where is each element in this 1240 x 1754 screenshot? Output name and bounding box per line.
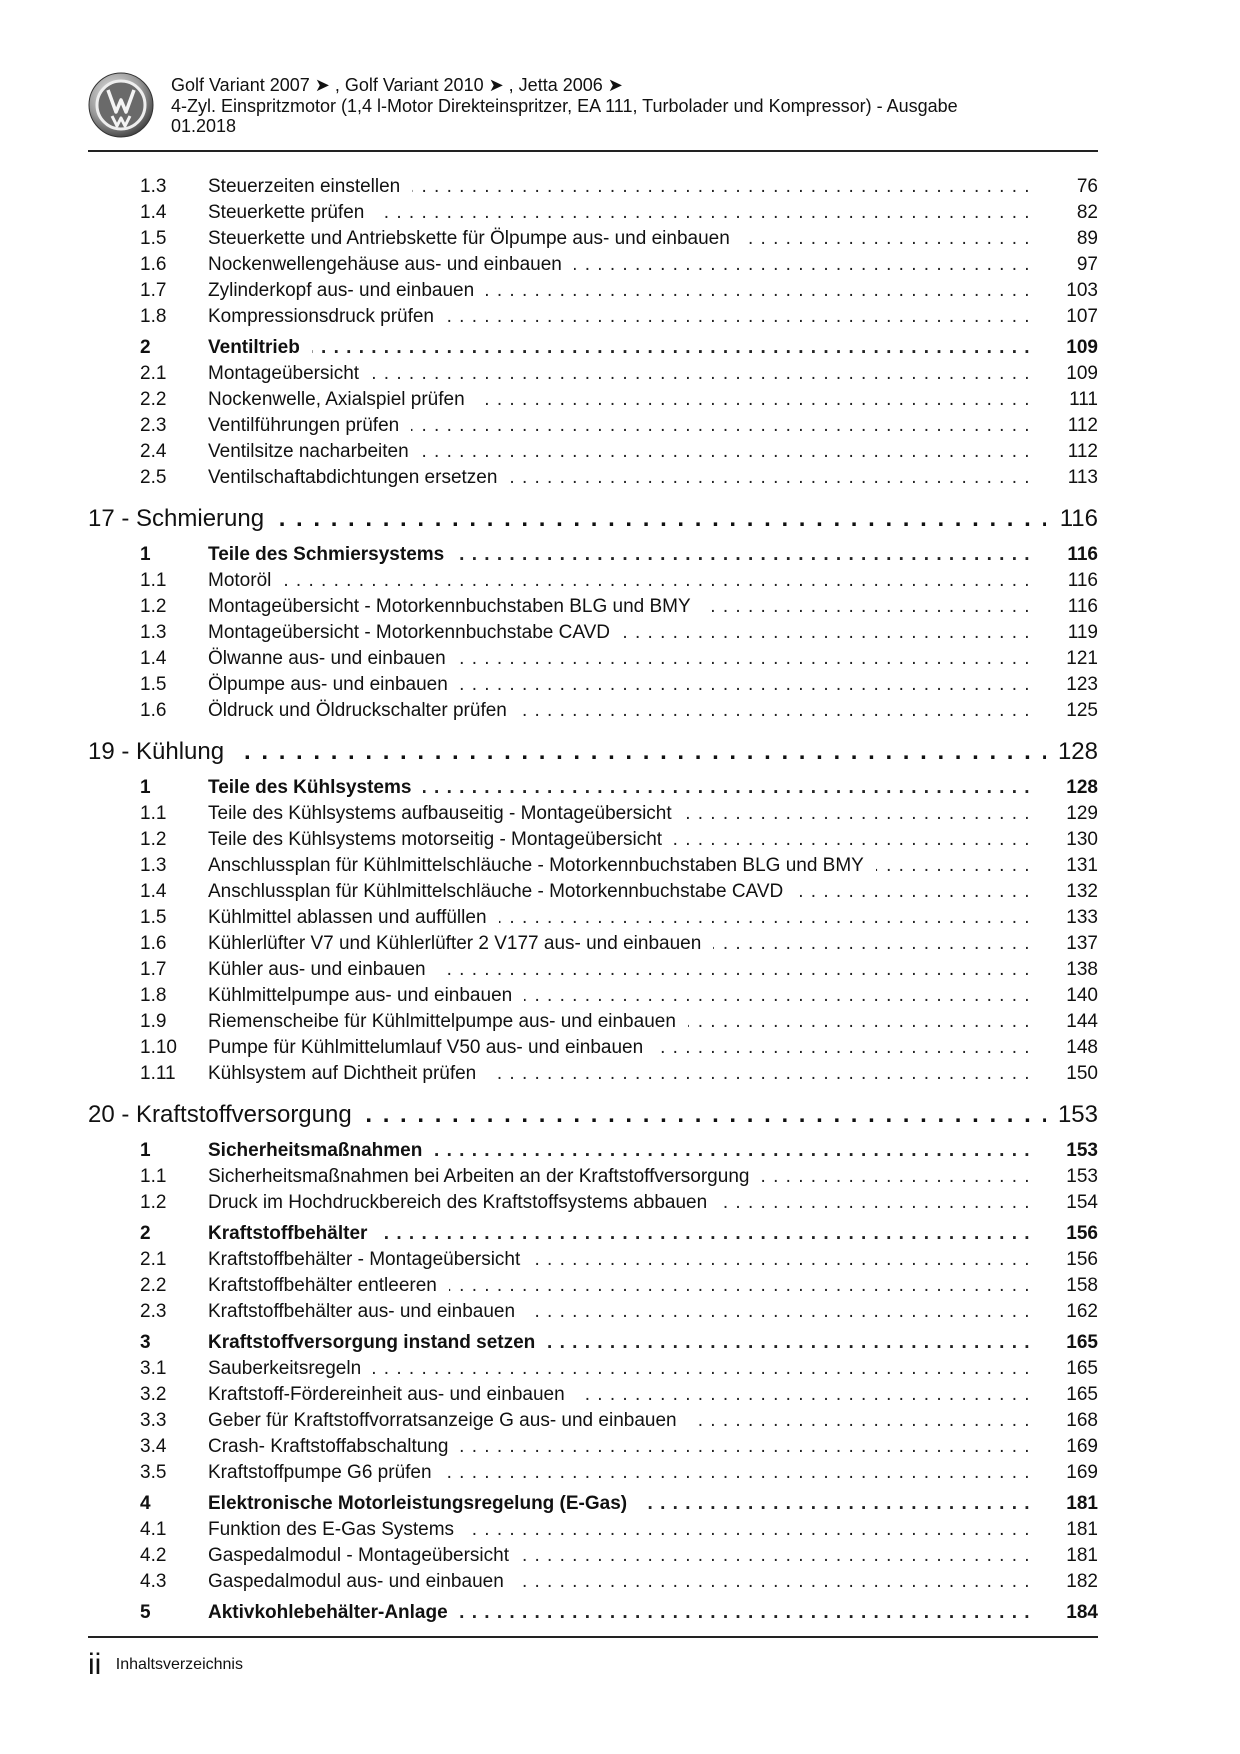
toc-number: 4 xyxy=(140,1493,151,1514)
toc-title: Anschlussplan für Kühlmittelschläuche - Motorkennbuchstabe CAVD xyxy=(208,881,795,902)
toc-chapter-title-wrap xyxy=(88,734,1046,770)
toc-number: 2.2 xyxy=(140,389,167,410)
toc-title-wrap xyxy=(208,568,1038,594)
toc-number: 4.2 xyxy=(140,1545,167,1566)
toc-entry[interactable] xyxy=(88,801,1098,827)
toc-entry[interactable] xyxy=(88,698,1098,724)
toc-page: 116 xyxy=(1067,596,1098,617)
toc-number: 1.3 xyxy=(140,622,167,643)
toc-title: Nockenwelle, Axialspiel prüfen xyxy=(208,389,477,410)
toc-number: 1.2 xyxy=(140,829,167,850)
toc-page: 154 xyxy=(1066,1192,1098,1213)
toc-entry[interactable] xyxy=(88,853,1098,879)
toc-entry[interactable] xyxy=(88,1009,1098,1035)
toc-page: 130 xyxy=(1066,829,1098,850)
toc-entry[interactable] xyxy=(88,1434,1098,1460)
toc-title-wrap xyxy=(208,1190,1038,1216)
toc-title: Steuerzeiten einstellen xyxy=(208,176,412,197)
toc-title: Kraftstoffbehälter - Montageübersicht xyxy=(208,1249,532,1270)
toc-entry[interactable] xyxy=(88,387,1098,413)
toc-page: 148 xyxy=(1066,1037,1098,1058)
toc-page: 181 xyxy=(1066,1519,1098,1540)
toc-title-wrap xyxy=(208,278,1038,304)
toc-number: 1.4 xyxy=(140,881,167,902)
toc-title: Aktivkohlebehälter-Anlage xyxy=(208,1602,460,1623)
toc-title: Nockenwellengehäuse aus- und einbauen xyxy=(208,254,574,275)
toc-title-wrap xyxy=(208,226,1038,252)
toc-chapter[interactable] xyxy=(88,734,1098,770)
toc-number: 4.3 xyxy=(140,1571,167,1592)
toc-title: Ventiltrieb xyxy=(208,337,312,358)
toc-title: Sauberkeitsregeln xyxy=(208,1358,373,1379)
toc-title-wrap xyxy=(208,465,1038,491)
toc-page: 116 xyxy=(1067,544,1098,565)
toc-title-wrap xyxy=(208,931,1038,957)
toc-entry[interactable] xyxy=(88,1273,1098,1299)
toc-section[interactable] xyxy=(88,1138,1098,1164)
toc-entry[interactable] xyxy=(88,361,1098,387)
toc-title: Kühlmittel ablassen und auffüllen xyxy=(208,907,499,928)
toc-number: 1.5 xyxy=(140,674,167,695)
toc-title: Anschlussplan für Kühlmittelschläuche - Motorkennbuchstaben BLG und BMY xyxy=(208,855,876,876)
toc-title: Kühler aus- und einbauen xyxy=(208,959,438,980)
toc-title-wrap xyxy=(208,1164,1038,1190)
toc-entry[interactable] xyxy=(88,879,1098,905)
toc-chapter[interactable] xyxy=(88,501,1098,537)
toc-number: 3.5 xyxy=(140,1462,167,1483)
toc-entry[interactable] xyxy=(88,1543,1098,1569)
toc-title-wrap xyxy=(208,387,1038,413)
toc-number: 1.6 xyxy=(140,933,167,954)
toc-section[interactable] xyxy=(88,542,1098,568)
toc-title: Kühlsystem auf Dichtheit prüfen xyxy=(208,1063,488,1084)
toc-number: 1.4 xyxy=(140,202,167,223)
toc-page: 181 xyxy=(1066,1545,1098,1566)
toc-title: Kraftstoffbehälter entleeren xyxy=(208,1275,449,1296)
toc-entry[interactable] xyxy=(88,174,1098,200)
toc-title: Kraftstoffversorgung instand setzen xyxy=(208,1332,547,1353)
toc-section[interactable] xyxy=(88,775,1098,801)
toc-page: 111 xyxy=(1069,389,1098,410)
toc-number: 1.9 xyxy=(140,1011,167,1032)
toc-title-wrap xyxy=(208,1061,1038,1087)
toc-page: 153 xyxy=(1066,1140,1098,1161)
toc-page: 184 xyxy=(1066,1602,1098,1623)
toc-number: 2.2 xyxy=(140,1275,167,1296)
toc-title: Teile des Kühlsystems xyxy=(208,777,423,798)
toc-number: 3.3 xyxy=(140,1410,167,1431)
toc-number: 1 xyxy=(140,777,151,798)
toc-entry[interactable] xyxy=(88,1382,1098,1408)
toc-title-wrap xyxy=(208,1382,1038,1408)
toc-title-wrap xyxy=(208,542,1038,568)
toc-entry[interactable] xyxy=(88,252,1098,278)
toc-page: 109 xyxy=(1066,337,1098,358)
vw-logo-icon xyxy=(88,72,154,138)
toc-page: 140 xyxy=(1066,985,1098,1006)
toc-title-wrap xyxy=(208,1330,1038,1356)
toc-page: 89 xyxy=(1076,228,1098,249)
toc-page: 113 xyxy=(1067,467,1098,488)
toc-title-wrap xyxy=(208,335,1038,361)
toc-page: 131 xyxy=(1066,855,1098,876)
toc-page: 82 xyxy=(1076,202,1098,223)
toc-number: 1.6 xyxy=(140,700,167,721)
toc-title-wrap xyxy=(208,1491,1038,1517)
toc-number: 2.1 xyxy=(140,1249,167,1270)
toc-title-wrap xyxy=(208,1356,1038,1382)
toc-chapter-title: 19 - Kühlung xyxy=(88,738,238,765)
toc-number: 3 xyxy=(140,1332,151,1353)
toc-chapter-page: 128 xyxy=(1057,738,1098,765)
toc-entry[interactable] xyxy=(88,226,1098,252)
toc-page: 109 xyxy=(1066,363,1098,384)
toc-title: Kraftstoffbehälter aus- und einbauen xyxy=(208,1301,527,1322)
toc-number: 5 xyxy=(140,1602,151,1623)
footer-divider xyxy=(88,1636,1098,1638)
toc-number: 4.1 xyxy=(140,1519,167,1540)
toc-page: 137 xyxy=(1066,933,1098,954)
toc-entry[interactable] xyxy=(88,1247,1098,1273)
toc-page: 133 xyxy=(1066,907,1098,928)
toc-title-wrap xyxy=(208,1408,1038,1434)
toc-page: 129 xyxy=(1066,803,1098,824)
toc-number: 1.1 xyxy=(140,803,167,824)
header-text xyxy=(171,75,958,137)
toc-title: Sicherheitsmaßnahmen bei Arbeiten an der Kraftstoffversorgung xyxy=(208,1166,761,1187)
toc-title: Motoröl xyxy=(208,570,283,591)
toc-entry[interactable] xyxy=(88,620,1098,646)
toc-number: 1.4 xyxy=(140,648,167,669)
toc-number: 2.3 xyxy=(140,1301,167,1322)
toc-title: Ventilschaftabdichtungen ersetzen xyxy=(208,467,509,488)
toc-entry[interactable] xyxy=(88,1356,1098,1382)
toc-entry[interactable] xyxy=(88,568,1098,594)
toc-page: 165 xyxy=(1066,1332,1098,1353)
toc-page: 144 xyxy=(1066,1011,1098,1032)
toc-number: 1.3 xyxy=(140,176,167,197)
toc-page: 156 xyxy=(1066,1223,1098,1244)
toc-section[interactable] xyxy=(88,1600,1098,1626)
toc-number: 2.4 xyxy=(140,441,167,462)
toc-title-wrap xyxy=(208,827,1038,853)
toc-title-wrap xyxy=(208,1569,1038,1595)
toc-number: 2.5 xyxy=(140,467,167,488)
toc-title: Ventilführungen prüfen xyxy=(208,415,411,436)
toc-title-wrap xyxy=(208,1299,1038,1325)
toc-entry[interactable] xyxy=(88,413,1098,439)
toc-section[interactable] xyxy=(88,1491,1098,1517)
toc-page: 182 xyxy=(1066,1571,1098,1592)
toc-title-wrap xyxy=(208,879,1038,905)
toc-number: 1.5 xyxy=(140,907,167,928)
toc-title-wrap xyxy=(208,905,1038,931)
toc-title: Zylinderkopf aus- und einbauen xyxy=(208,280,486,301)
toc-title: Kühlerlüfter V7 und Kühlerlüfter 2 V177 aus- und einbauen xyxy=(208,933,713,954)
toc-title: Funktion des E-Gas Systems xyxy=(208,1519,466,1540)
toc-title: Teile des Kühlsystems aufbauseitig - Montageübersicht xyxy=(208,803,684,824)
toc-entry[interactable] xyxy=(88,1460,1098,1486)
toc-page: 123 xyxy=(1066,674,1098,695)
toc-title-wrap xyxy=(208,1600,1038,1626)
toc-title: Ölwanne aus- und einbauen xyxy=(208,648,458,669)
toc-page: 76 xyxy=(1076,176,1098,197)
header-line-1: Golf Variant 2007 ➤ , Golf Variant 2010 ➤ , Jetta 2006 ➤ xyxy=(171,75,623,95)
toc-title-wrap xyxy=(208,620,1038,646)
toc-number: 1.7 xyxy=(140,280,167,301)
toc-page: 112 xyxy=(1067,415,1098,436)
page-footer xyxy=(88,1648,243,1682)
toc-title: Druck im Hochdruckbereich des Kraftstoffsystems abbauen xyxy=(208,1192,719,1213)
toc-chapter-page: 116 xyxy=(1059,505,1098,532)
toc-entry[interactable] xyxy=(88,1061,1098,1087)
toc-number: 1.1 xyxy=(140,1166,167,1187)
toc-number: 2 xyxy=(140,1223,151,1244)
toc-entry[interactable] xyxy=(88,200,1098,226)
toc-entry[interactable] xyxy=(88,931,1098,957)
toc-title: Öldruck und Öldruckschalter prüfen xyxy=(208,700,519,721)
toc-title: Ölpumpe aus- und einbauen xyxy=(208,674,460,695)
toc-page: 132 xyxy=(1066,881,1098,902)
toc-title-wrap xyxy=(208,775,1038,801)
toc-entry[interactable] xyxy=(88,1569,1098,1595)
toc-page: 169 xyxy=(1066,1436,1098,1457)
toc-title: Elektronische Motorleistungsregelung (E-Gas) xyxy=(208,1493,639,1514)
page-header xyxy=(88,62,1098,152)
toc-number: 1 xyxy=(140,544,151,565)
toc-number: 1.5 xyxy=(140,228,167,249)
toc-title-wrap xyxy=(208,698,1038,724)
toc-entry[interactable] xyxy=(88,1299,1098,1325)
toc-title: Geber für Kraftstoffvorratsanzeige G aus- und einbauen xyxy=(208,1410,689,1431)
footer-page-number: ii xyxy=(88,1648,102,1681)
toc-entry[interactable] xyxy=(88,672,1098,698)
toc-page: 165 xyxy=(1066,1384,1098,1405)
header-line-3: 01.2018 xyxy=(171,116,237,136)
toc-number: 1.11 xyxy=(140,1063,176,1084)
toc-number: 1.10 xyxy=(140,1037,177,1058)
toc-title-wrap xyxy=(208,252,1038,278)
toc-title: Riemenscheibe für Kühlmittelpumpe aus- und einbauen xyxy=(208,1011,688,1032)
toc-number: 1.8 xyxy=(140,985,167,1006)
toc-page: 112 xyxy=(1067,441,1098,462)
toc-title: Steuerkette prüfen xyxy=(208,202,376,223)
toc-title-wrap xyxy=(208,1543,1038,1569)
toc-entry[interactable] xyxy=(88,1190,1098,1216)
toc-title-wrap xyxy=(208,1221,1038,1247)
toc-entry[interactable] xyxy=(88,905,1098,931)
toc-title-wrap xyxy=(208,174,1038,200)
toc-entry[interactable] xyxy=(88,957,1098,983)
toc-title: Teile des Kühlsystems motorseitig - Montageübersicht xyxy=(208,829,674,850)
toc-page: 138 xyxy=(1066,959,1098,980)
toc-page: 168 xyxy=(1066,1410,1098,1431)
toc-page: 153 xyxy=(1066,1166,1098,1187)
toc-title-wrap xyxy=(208,361,1038,387)
toc-title-wrap xyxy=(208,1009,1038,1035)
toc-number: 2 xyxy=(140,337,151,358)
toc-number: 1.8 xyxy=(140,306,167,327)
toc-page: 162 xyxy=(1066,1301,1098,1322)
toc-title-wrap xyxy=(208,957,1038,983)
toc-number: 1 xyxy=(140,1140,151,1161)
toc-entry[interactable] xyxy=(88,1408,1098,1434)
toc-title-wrap xyxy=(208,200,1038,226)
toc-page: 181 xyxy=(1066,1493,1098,1514)
toc-entry[interactable] xyxy=(88,594,1098,620)
toc-page: 156 xyxy=(1066,1249,1098,1270)
toc-title: Kraftstoff-Fördereinheit aus- und einbauen xyxy=(208,1384,577,1405)
toc-page: 165 xyxy=(1066,1358,1098,1379)
toc-title: Kraftstoffbehälter xyxy=(208,1223,379,1244)
toc-title-wrap xyxy=(208,983,1038,1009)
toc-entry[interactable] xyxy=(88,304,1098,330)
toc-entry[interactable] xyxy=(88,646,1098,672)
toc-title-wrap xyxy=(208,801,1038,827)
toc-chapter-title: 20 - Kraftstoffversorgung xyxy=(88,1101,366,1128)
toc-page: 125 xyxy=(1066,700,1098,721)
toc-title: Kühlmittelpumpe aus- und einbauen xyxy=(208,985,524,1006)
toc-page: 158 xyxy=(1066,1275,1098,1296)
toc-number: 1.6 xyxy=(140,254,167,275)
toc-entry[interactable] xyxy=(88,827,1098,853)
toc-title: Kraftstoffpumpe G6 prüfen xyxy=(208,1462,444,1483)
toc-page: 119 xyxy=(1067,622,1098,643)
toc-entry[interactable] xyxy=(88,439,1098,465)
toc-entry[interactable] xyxy=(88,278,1098,304)
toc-section[interactable] xyxy=(88,1221,1098,1247)
toc-section[interactable] xyxy=(88,1330,1098,1356)
toc-page: 128 xyxy=(1066,777,1098,798)
toc-title-wrap xyxy=(208,646,1038,672)
toc-title-wrap xyxy=(208,1460,1038,1486)
toc-title: Crash- Kraftstoffabschaltung xyxy=(208,1436,460,1457)
toc-title: Pumpe für Kühlmittelumlauf V50 aus- und einbauen xyxy=(208,1037,655,1058)
toc-title-wrap xyxy=(208,1247,1038,1273)
toc-title: Gaspedalmodul aus- und einbauen xyxy=(208,1571,516,1592)
toc-title: Kompressionsdruck prüfen xyxy=(208,306,446,327)
toc-title-wrap xyxy=(208,439,1038,465)
toc-title: Steuerkette und Antriebskette für Ölpumpe aus- und einbauen xyxy=(208,228,742,249)
toc-title-wrap xyxy=(208,1273,1038,1299)
header-line-2: 4-Zyl. Einspritzmotor (1,4 l-Motor Direkteinspritzer, EA 111, Turbolader und Kompressor) - Ausgabe xyxy=(171,95,958,116)
toc-entry[interactable] xyxy=(88,465,1098,491)
toc-chapter-title-wrap xyxy=(88,1097,1046,1133)
toc-title-wrap xyxy=(208,1434,1038,1460)
toc-title: Montageübersicht - Motorkennbuchstabe CAVD xyxy=(208,622,622,643)
toc-chapter-page: 153 xyxy=(1057,1101,1098,1128)
toc-number: 3.4 xyxy=(140,1436,167,1457)
toc-section[interactable] xyxy=(88,335,1098,361)
toc-number: 2.1 xyxy=(140,363,167,384)
toc-title-wrap xyxy=(208,594,1038,620)
toc-page: 169 xyxy=(1066,1462,1098,1483)
toc-page: 107 xyxy=(1066,306,1098,327)
toc-title-wrap xyxy=(208,413,1038,439)
toc-title: Montageübersicht - Motorkennbuchstaben BLG und BMY xyxy=(208,596,703,617)
toc-entry[interactable] xyxy=(88,1164,1098,1190)
toc-entry[interactable] xyxy=(88,1517,1098,1543)
toc-title: Montageübersicht xyxy=(208,363,371,384)
toc-page: 97 xyxy=(1076,254,1098,275)
toc-entry[interactable] xyxy=(88,1035,1098,1061)
toc-number: 1.2 xyxy=(140,596,167,617)
toc-title: Sicherheitsmaßnahmen xyxy=(208,1140,434,1161)
toc-chapter-title-wrap xyxy=(88,501,1046,537)
toc-page: 150 xyxy=(1066,1063,1098,1084)
toc-title-wrap xyxy=(208,672,1038,698)
toc-title: Teile des Schmiersystems xyxy=(208,544,456,565)
toc-title-wrap xyxy=(208,1035,1038,1061)
toc-number: 1.7 xyxy=(140,959,167,980)
toc-title-wrap xyxy=(208,304,1038,330)
toc-chapter[interactable] xyxy=(88,1097,1098,1133)
toc-page: 116 xyxy=(1067,570,1098,591)
toc-number: 1.2 xyxy=(140,1192,167,1213)
toc-number: 1.3 xyxy=(140,855,167,876)
toc-number: 3.2 xyxy=(140,1384,167,1405)
toc-title: Gaspedalmodul - Montageübersicht xyxy=(208,1545,521,1566)
toc-entry[interactable] xyxy=(88,983,1098,1009)
toc-number: 1.1 xyxy=(140,570,167,591)
toc-page: 121 xyxy=(1066,648,1098,669)
toc-number: 2.3 xyxy=(140,415,167,436)
toc-title: Ventilsitze nacharbeiten xyxy=(208,441,421,462)
toc-number: 3.1 xyxy=(140,1358,167,1379)
footer-label: Inhaltsverzeichnis xyxy=(115,1656,243,1673)
toc-title-wrap xyxy=(208,1517,1038,1543)
toc-chapter-title: 17 - Schmierung xyxy=(88,505,278,532)
toc-page: 103 xyxy=(1066,280,1098,301)
table-of-contents xyxy=(88,174,1098,1626)
toc-title-wrap xyxy=(208,1138,1038,1164)
toc-title-wrap xyxy=(208,853,1038,879)
